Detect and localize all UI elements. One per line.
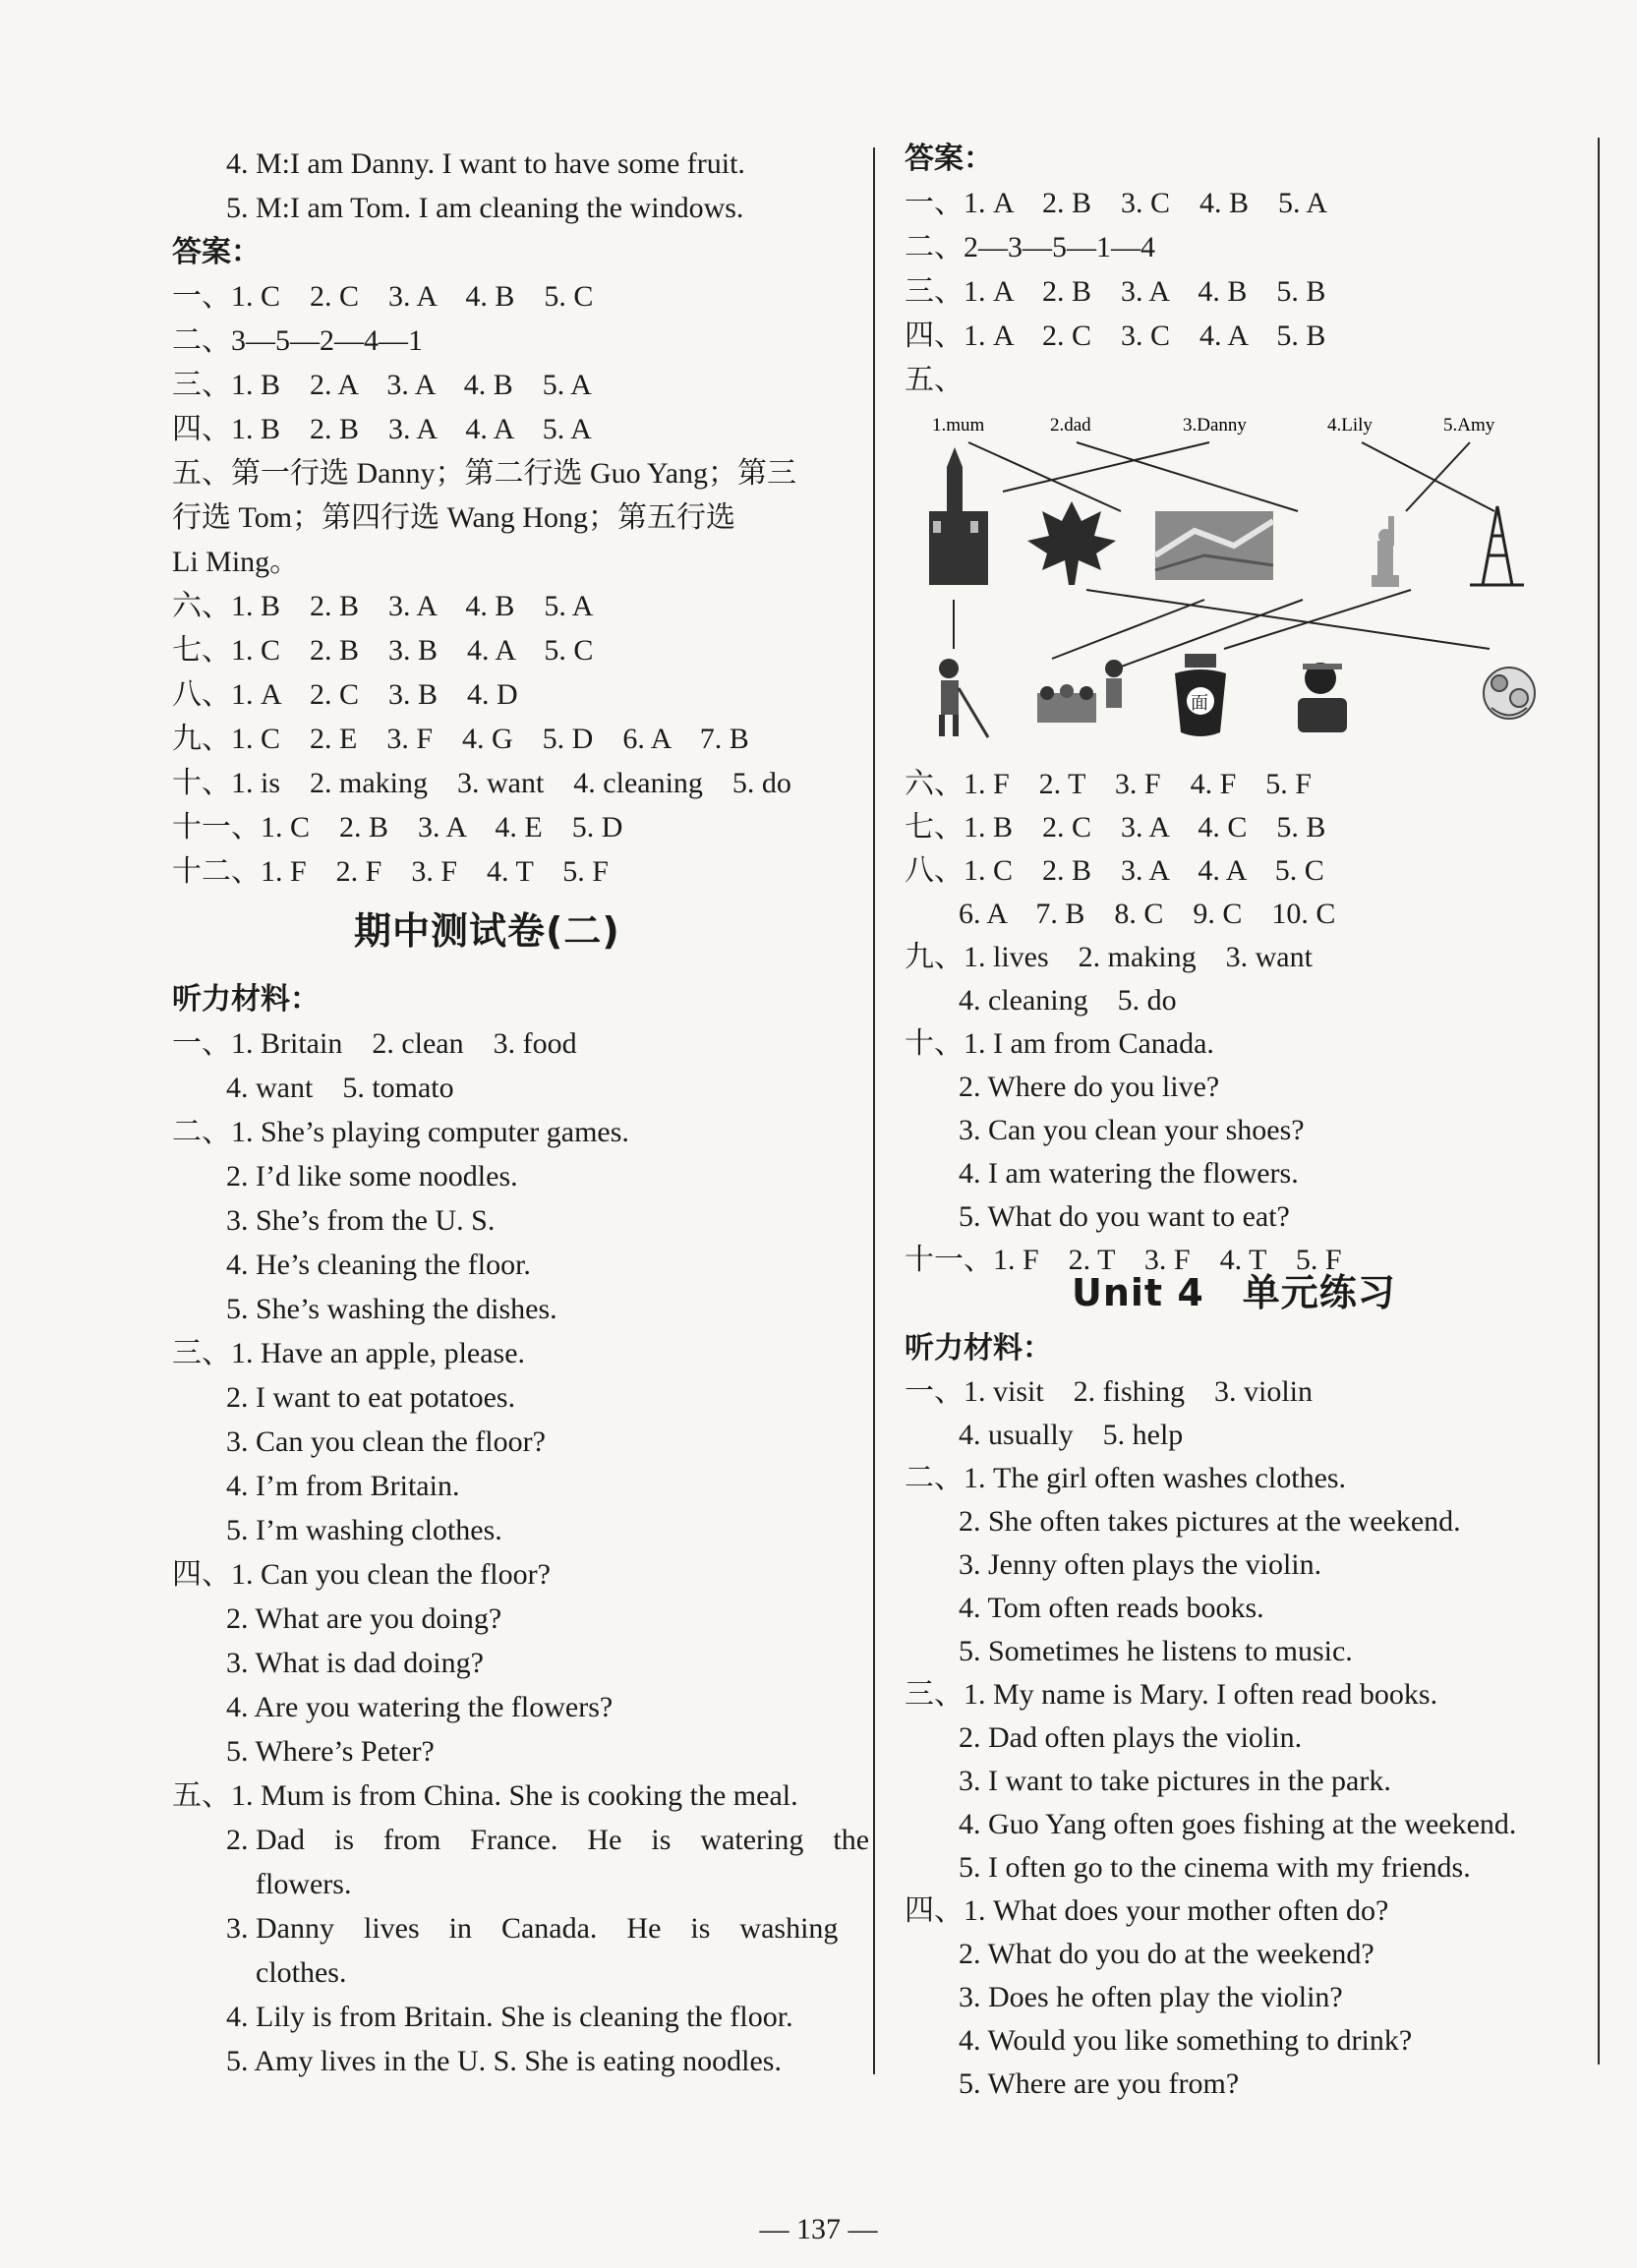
answer-line: 5. Sometimes he listens to music. — [959, 1635, 1353, 1667]
column-divider-left — [873, 147, 875, 2074]
answer-line: 3. Can you clean your shoes? — [959, 1114, 1305, 1146]
answer-line: clothes. — [256, 1956, 347, 1989]
answer-line: 三、1. My name is Mary. I often read books. — [905, 1678, 1438, 1711]
great-wall-icon — [1155, 511, 1273, 580]
answer-line: 4. I’m from Britain. — [226, 1470, 460, 1502]
answer-line: 4. cleaning 5. do — [959, 984, 1177, 1017]
section-title: 期中测试卷(二) — [354, 909, 620, 953]
answer-line: 十、1. is 2. making 3. want 4. cleaning 5. do — [172, 767, 791, 799]
answer-line: 6. A 7. B 8. C 9. C 10. C — [959, 898, 1336, 930]
answer-line: 4. Would you like something to drink? — [959, 2024, 1413, 2057]
answer-line: 答案： — [172, 236, 261, 268]
answer-line: 听力材料： — [905, 1332, 1052, 1365]
answer-line: 5. What do you want to eat? — [959, 1200, 1290, 1233]
answer-line: 2. Dad often plays the violin. — [959, 1721, 1303, 1754]
answer-line: 2. What do you do at the weekend? — [959, 1938, 1374, 1970]
answer-line: 二、2—3—5—1—4 — [905, 231, 1155, 263]
page-number: — 137 — — [759, 2213, 878, 2245]
answer-line: 五、第一行选 Danny；第二行选 Guo Yang；第三 — [172, 457, 797, 490]
noodles-label: 面 — [1191, 693, 1208, 714]
answer-line: 二、1. The girl often washes clothes. — [905, 1462, 1347, 1494]
dishes-icon — [1484, 668, 1535, 719]
answer-line: 行选 Tom；第四行选 Wang Hong；第五行选 — [172, 501, 735, 534]
answer-line: 三、1. B 2. A 3. A 4. B 5. A — [172, 369, 592, 401]
column-divider-right — [1598, 138, 1600, 2064]
answer-line: 八、1. A 2. C 3. B 4. D — [172, 678, 518, 711]
answer-line: 十一、1. C 2. B 3. A 4. E 5. D — [172, 811, 623, 843]
answer-line: 八、1. C 2. B 3. A 4. A 5. C — [905, 854, 1324, 887]
answer-line: 4. Lily is from Britain. She is cleaning the floor. — [226, 2001, 793, 2033]
answer-line: 九、1. C 2. E 3. F 4. G 5. D 6. A 7. B — [172, 723, 749, 755]
answer-line: 四、1. Can you clean the floor? — [172, 1558, 551, 1591]
answer-line: 答案： — [905, 143, 993, 175]
eiffel-tower-icon — [1470, 506, 1524, 585]
answer-line: 3. Can you clean the floor? — [226, 1425, 546, 1458]
answer-line: 一、1. visit 2. fishing 3. violin — [905, 1375, 1314, 1408]
statue-of-liberty-icon — [1372, 516, 1399, 587]
answer-line: 二、1. She’s playing computer games. — [172, 1116, 629, 1148]
answer-line: 5. She’s washing the dishes. — [226, 1293, 557, 1325]
answer-line: 5. Where are you from? — [959, 2067, 1240, 2100]
answer-line: 3. Jenny often plays the violin. — [959, 1548, 1322, 1581]
answer-line: 听力材料： — [172, 983, 320, 1016]
answer-line: 一、1. Britain 2. clean 3. food — [172, 1027, 577, 1060]
answer-line: 十一、1. F 2. T 3. F 4. T 5. F — [905, 1244, 1342, 1276]
person-cleaning-icon — [939, 659, 988, 737]
matching-label: 5.Amy — [1443, 415, 1495, 436]
answer-line: 十、1. I am from Canada. — [905, 1027, 1214, 1060]
answer-line: 3. Danny lives in Canada. He is washing — [226, 1912, 839, 1945]
big-ben-icon — [929, 447, 988, 585]
matching-label: 3.Danny — [1183, 415, 1247, 436]
maple-leaf-icon — [1027, 501, 1116, 585]
matching-labels — [932, 415, 1495, 436]
answer-line: 一、1. C 2. C 3. A 4. B 5. C — [172, 280, 594, 313]
answer-line: 四、1. B 2. B 3. A 4. A 5. A — [172, 413, 592, 445]
answer-line: 3. Does he often play the violin? — [959, 1981, 1343, 2013]
answer-line: 四、1. A 2. C 3. C 4. A 5. B — [905, 320, 1326, 352]
answer-line: 五、1. Mum is from China. She is cooking the meal. — [172, 1779, 798, 1812]
answer-line: 5. I often go to the cinema with my friends. — [959, 1851, 1471, 1884]
answer-line: 5. M:I am Tom. I am cleaning the windows. — [226, 192, 744, 224]
answer-line: 七、1. C 2. B 3. B 4. A 5. C — [172, 634, 594, 667]
answer-line: 十二、1. F 2. F 3. F 4. T 5. F — [172, 855, 609, 888]
matching-label: 1.mum — [932, 415, 985, 436]
matching-label: 4.Lily — [1327, 415, 1373, 436]
answer-line: 4. Tom often reads books. — [959, 1592, 1264, 1624]
person-watering-flowers-icon — [1037, 660, 1123, 723]
answer-line: 五、 — [905, 364, 964, 396]
answer-line: 3. She’s from the U. S. — [226, 1204, 496, 1237]
answer-line: 4. He’s cleaning the floor. — [226, 1249, 531, 1281]
answer-line: 4. want 5. tomato — [226, 1072, 454, 1104]
answer-line: 4. I am watering the flowers. — [959, 1157, 1299, 1190]
answer-line: 六、1. B 2. B 3. A 4. B 5. A — [172, 590, 594, 622]
answer-line: 2. I’d like some noodles. — [226, 1160, 518, 1192]
answer-line: 4. M:I am Danny. I want to have some fruit. — [226, 147, 745, 180]
answer-line: 七、1. B 2. C 3. A 4. C 5. B — [905, 811, 1326, 843]
answer-line: 4. Are you watering the flowers? — [226, 1691, 614, 1723]
answer-line: 一、1. A 2. B 3. C 4. B 5. A — [905, 187, 1328, 219]
answer-line: 2. What are you doing? — [226, 1602, 502, 1635]
noodles-bowl-icon — [1175, 654, 1226, 736]
answer-line: flowers. — [256, 1868, 352, 1900]
answer-line: 5. Amy lives in the U. S. She is eating noodles. — [226, 2045, 782, 2077]
matching-picture — [909, 398, 1549, 752]
answer-line: 三、1. A 2. B 3. A 4. B 5. B — [905, 275, 1326, 308]
answer-line: 2. Dad is from France. He is watering the — [226, 1824, 870, 1856]
answer-line: 3. I want to take pictures in the park. — [959, 1765, 1391, 1797]
answer-line: 四、1. What does your mother often do? — [905, 1894, 1389, 1927]
answer-line: 3. What is dad doing? — [226, 1647, 484, 1679]
matching-label: 2.dad — [1050, 415, 1091, 436]
answer-line: 4. usually 5. help — [959, 1419, 1184, 1451]
answer-line: 三、1. Have an apple, please. — [172, 1337, 526, 1369]
answer-line: 二、3—5—2—4—1 — [172, 324, 423, 357]
answer-line: 2. I want to eat potatoes. — [226, 1381, 516, 1414]
answer-line: 九、1. lives 2. making 3. want — [905, 941, 1313, 973]
answer-line: 4. Guo Yang often goes fishing at the weekend. — [959, 1808, 1517, 1840]
answer-line: 2. Where do you live? — [959, 1071, 1220, 1103]
answer-line: 5. Where’s Peter? — [226, 1735, 435, 1768]
answer-line: 2. She often takes pictures at the weekend. — [959, 1505, 1461, 1538]
answer-line: Li Ming。 — [172, 546, 300, 578]
person-washing-clothes-icon — [1298, 663, 1347, 732]
section-title: Unit 4 单元练习 — [1072, 1271, 1396, 1314]
answer-line: 六、1. F 2. T 3. F 4. F 5. F — [905, 768, 1312, 800]
answer-line: 5. I’m washing clothes. — [226, 1514, 502, 1546]
